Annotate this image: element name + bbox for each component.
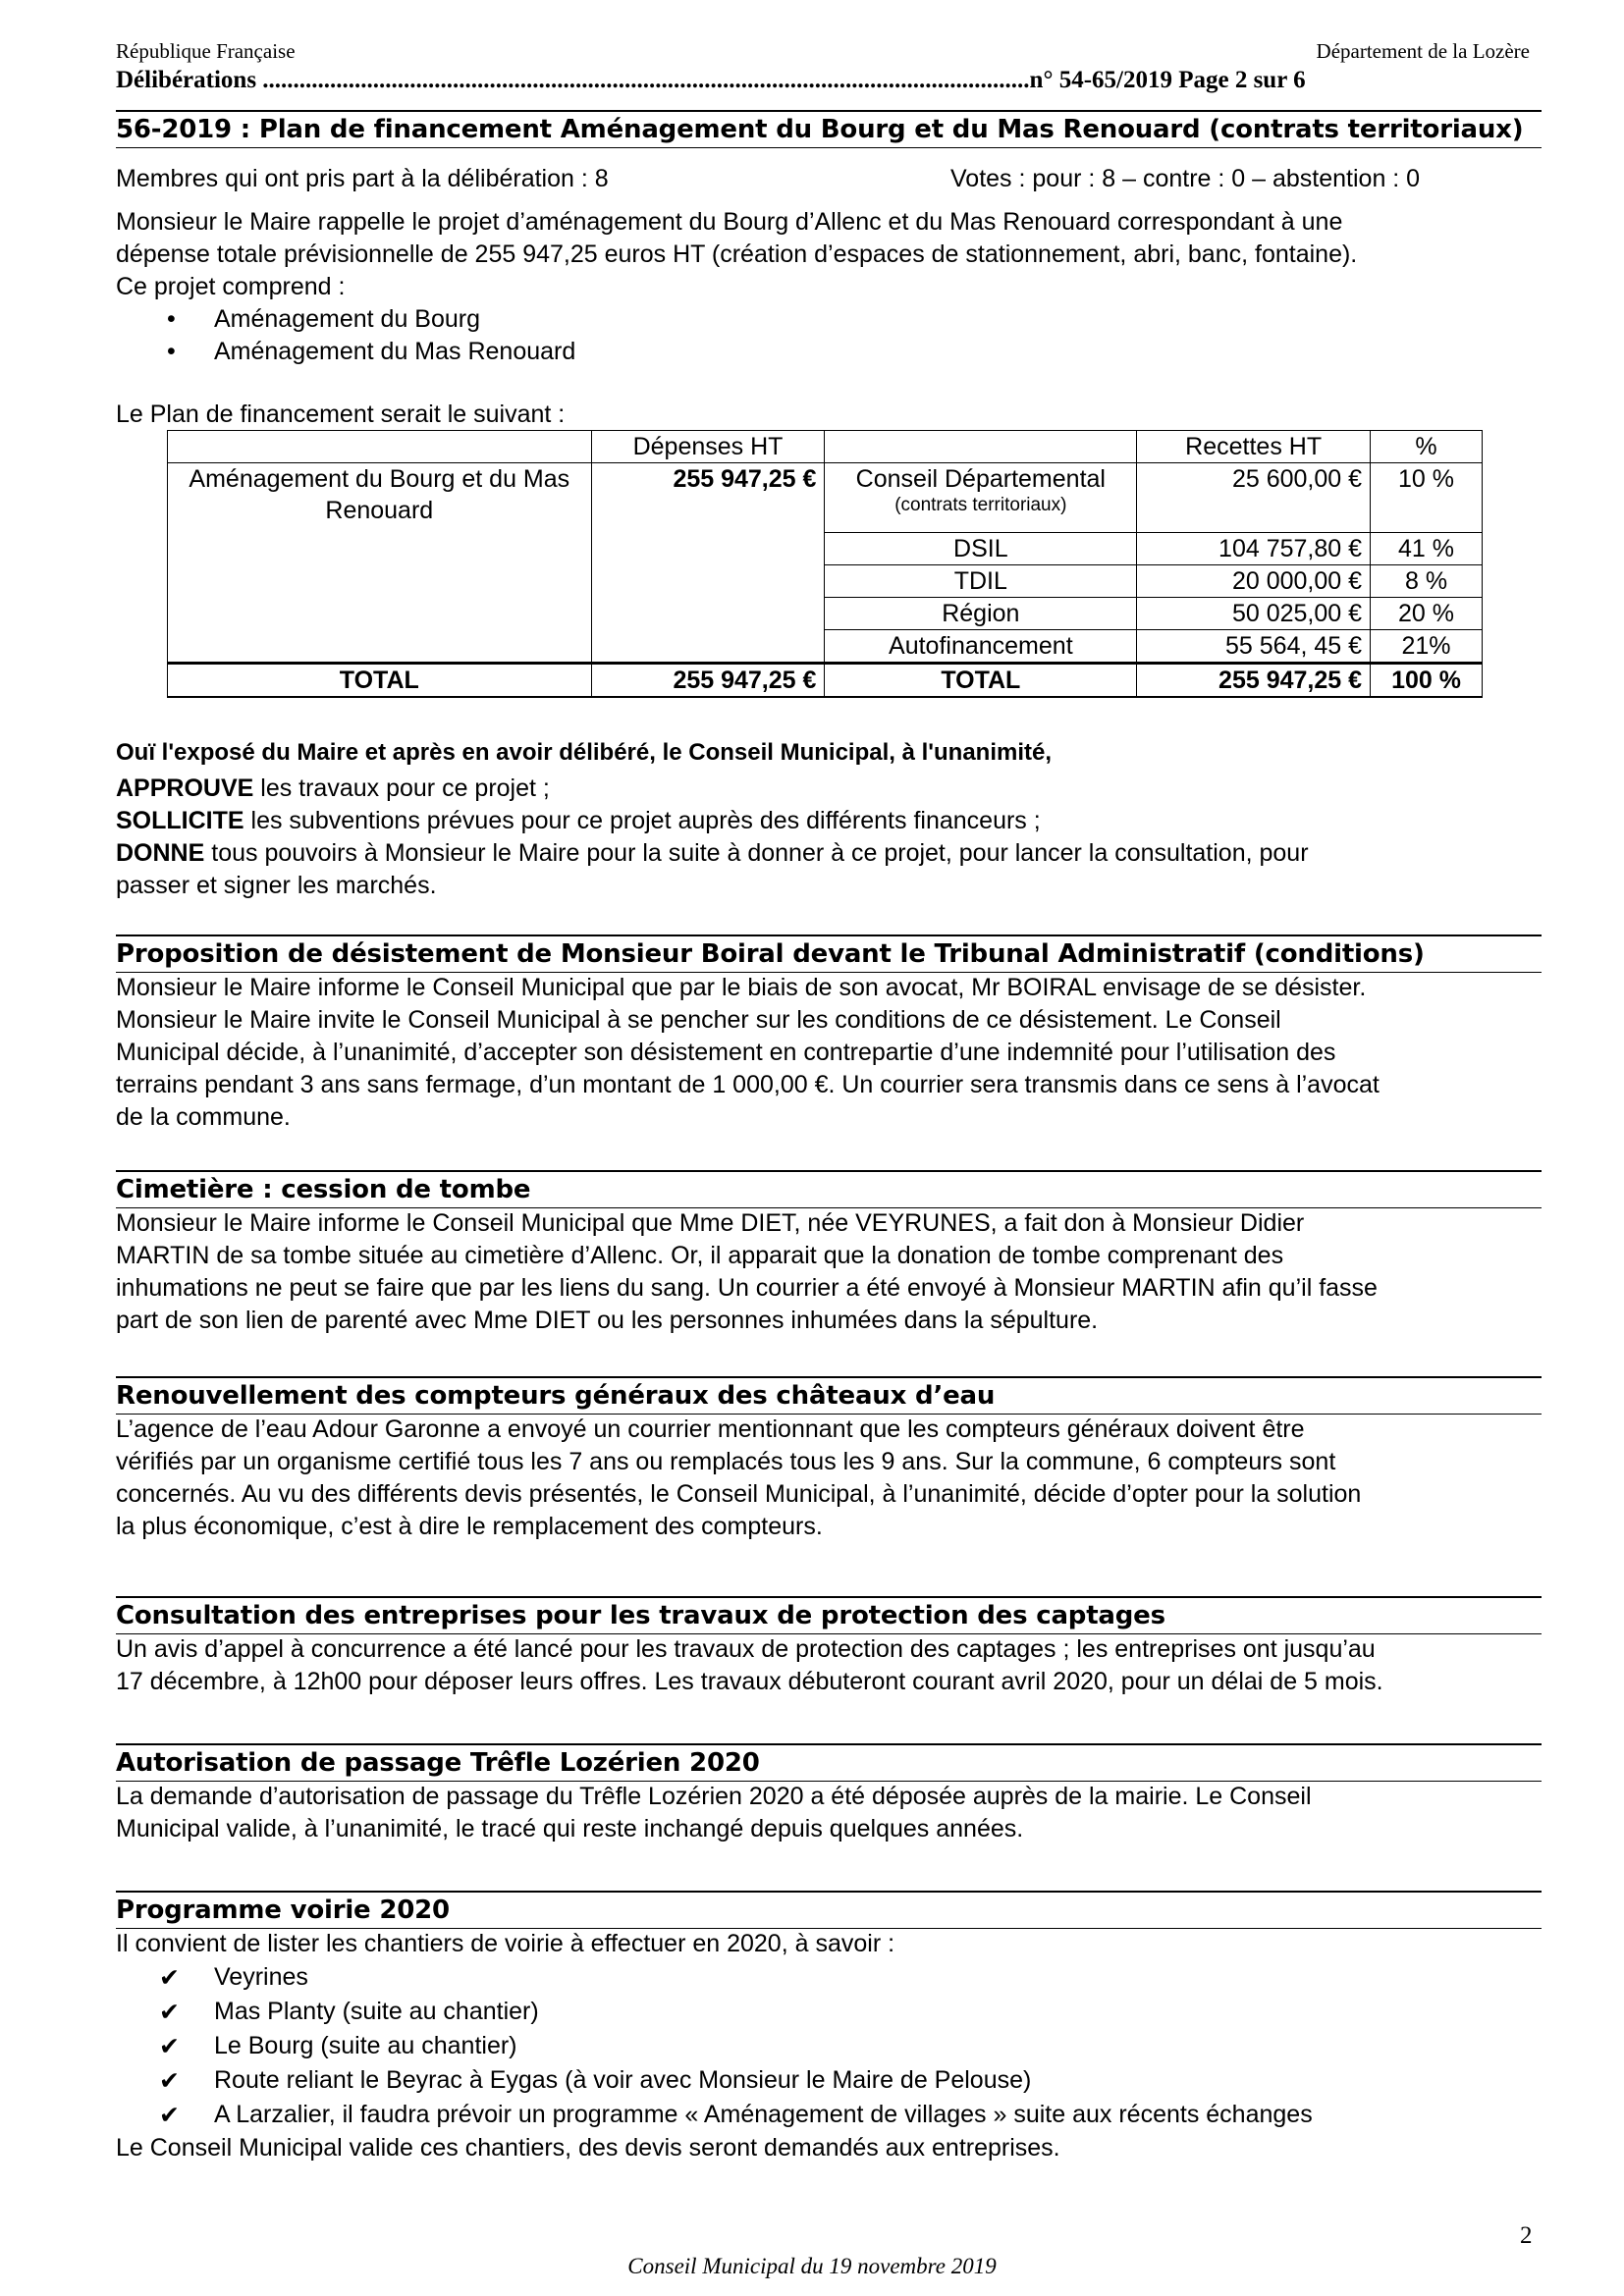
- check-icon: ✔: [159, 2101, 180, 2129]
- text-line: MARTIN de sa tombe située au cimetière d’Allenc. Or, il apparait que la donation de tombe comprenant des: [116, 1242, 1284, 1269]
- check-icon: ✔: [159, 1998, 180, 2026]
- text-line: Le Conseil Municipal valide ces chantiers, des devis seront demandés aux entreprises.: [116, 2134, 1060, 2162]
- check-icon: ✔: [159, 1963, 180, 1992]
- revenue-pct: 41 %: [1371, 533, 1483, 565]
- text-line: Un avis d’appel à concurrence a été lancé pour les travaux de protection des captages ; les entreprises ont jusqu’au: [116, 1635, 1376, 1663]
- text-line: passer et signer les marchés.: [116, 872, 437, 899]
- list-item: ✔ Le Bourg (suite au chantier): [116, 2029, 1542, 2063]
- table-total-row: [168, 664, 1483, 698]
- check-icon: ✔: [159, 2066, 180, 2095]
- list-item: ✔ Mas Planty (suite au chantier): [116, 1995, 1542, 2029]
- revenue-source: Autofinancement: [825, 630, 1137, 664]
- decision-solicit: SOLLICITE les subventions prévues pour ce projet auprès des différents financeurs ;: [116, 807, 1041, 834]
- decision-approve: APPROUVE les travaux pour ce projet ;: [116, 774, 550, 802]
- bullet-icon: •: [167, 338, 176, 365]
- section-title-voirie: Programme voirie 2020: [116, 1891, 1542, 1929]
- text-line: Monsieur le Maire informe le Conseil Municipal que Mme DIET, née VEYRUNES, a fait don à Monsieur Didier: [116, 1209, 1305, 1237]
- check-icon: ✔: [159, 2032, 180, 2060]
- members-count: Membres qui ont pris part à la délibération : 8: [116, 165, 609, 192]
- total-label: TOTAL: [168, 664, 592, 698]
- captages-paragraph: [116, 1633, 1542, 1698]
- revenue-pct: 21%: [1371, 630, 1483, 664]
- revenue-source: Conseil Départemental (contrats territoriaux): [825, 463, 1137, 533]
- text-line: Ce projet comprend :: [116, 273, 346, 300]
- revenue-source: TDIL: [825, 565, 1137, 598]
- total-expense: 255 947,25 €: [591, 664, 825, 698]
- voirie-paragraph: [116, 1928, 1542, 2164]
- text-line: de la commune.: [116, 1103, 291, 1131]
- header-department: Département de la Lozère: [1316, 39, 1530, 63]
- text-line: Monsieur le Maire invite le Conseil Municipal à se pencher sur les conditions de ce désistement. Le Conseil: [116, 1006, 1281, 1034]
- revenue-amount: 25 600,00 €: [1137, 463, 1371, 533]
- text-line: L’agence de l’eau Adour Garonne a envoyé un courrier mentionnant que les compteurs généraux doivent être: [116, 1415, 1305, 1443]
- section-title-desistement: Proposition de désistement de Monsieur Boiral devant le Tribunal Administratif (conditions): [116, 934, 1542, 973]
- text-line: terrains pendant 3 ans sans fermage, d’un montant de 1 000,00 €. Un courrier sera transmis dans ce sens à l’avocat: [116, 1071, 1380, 1098]
- votes-summary: Votes : pour : 8 – contre : 0 – abstention : 0: [950, 165, 1421, 192]
- list-item: ✔ Route reliant le Beyrac à Eygas (à voir avec Monsieur le Maire de Pelouse): [116, 2063, 1542, 2098]
- revenue-pct: 20 %: [1371, 598, 1483, 630]
- revenue-source: DSIL: [825, 533, 1137, 565]
- revenue-pct: 10 %: [1371, 463, 1483, 533]
- text-line: dépense totale prévisionnelle de 255 947,25 euros HT (création d’espaces de stationnement, abri, banc, fontaine).: [116, 240, 1358, 268]
- project-amount: 255 947,25 €: [591, 463, 825, 664]
- text-line: La demande d’autorisation de passage du Trêfle Lozérien 2020 a été déposée auprès de la mairie. Le Conseil: [116, 1783, 1312, 1810]
- section-title-compteurs: Renouvellement des compteurs généraux des châteaux d’eau: [116, 1376, 1542, 1415]
- text-line: concernés. Au vu des différents devis présentés, le Conseil Municipal, à l’unanimité, décide d’opter pour la solution: [116, 1480, 1362, 1508]
- table-header: [168, 431, 592, 463]
- desistement-paragraph: [116, 972, 1542, 1134]
- text-line: Municipal valide, à l’unanimité, le tracé qui reste inchangé depuis quelques années.: [116, 1815, 1024, 1842]
- text-line: 17 décembre, à 12h00 pour déposer leurs offres. Les travaux débuteront courant avril 2020, pour un délai de 5 mois.: [116, 1668, 1383, 1695]
- project-label: Aménagement du Bourg et du Mas Renouard: [168, 463, 592, 664]
- list-item: • Aménagement du Bourg: [116, 303, 1542, 336]
- revenue-pct: 8 %: [1371, 565, 1483, 598]
- decision-intro: Ouï l'exposé du Maire et après en avoir délibéré, le Conseil Municipal, à l'unanimité,: [116, 739, 1053, 766]
- table-header: Recettes HT: [1137, 431, 1371, 463]
- source-note: (contrats territoriaux): [894, 495, 1067, 515]
- plan-intro: Le Plan de financement serait le suivant :: [116, 400, 566, 428]
- table-header-row: [168, 431, 1483, 463]
- header-deliberations: Délibérations .............................................................................................................................n° 54-65/2019 Page 2 sur 6: [116, 67, 1306, 93]
- page-footer: Conseil Municipal du 19 novembre 2019: [627, 2254, 997, 2278]
- revenue-source: Région: [825, 598, 1137, 630]
- list-item: ✔ Veyrines: [116, 1960, 1542, 1995]
- table-header: [825, 431, 1137, 463]
- text-line: la plus économique, c’est à dire le remplacement des compteurs.: [116, 1513, 823, 1540]
- text-line: Municipal décide, à l’unanimité, d’accepter son désistement en contrepartie d’une indemnité pour l’utilisation des: [116, 1039, 1336, 1066]
- total-revenue: 255 947,25 €: [1137, 664, 1371, 698]
- cimetiere-paragraph: [116, 1207, 1542, 1337]
- revenue-amount: 104 757,80 €: [1137, 533, 1371, 565]
- trefle-paragraph: [116, 1781, 1542, 1845]
- total-label-revenue: TOTAL: [825, 664, 1137, 698]
- list-item: ✔ A Larzalier, il faudra prévoir un programme « Aménagement de villages » suite aux récents échanges: [116, 2098, 1542, 2132]
- decision-block: [116, 736, 1542, 902]
- header-country: République Française: [116, 39, 296, 63]
- section-title-trefle: Autorisation de passage Trêfle Lozérien 2020: [116, 1743, 1542, 1782]
- decision-give-powers: DONNE tous pouvoirs à Monsieur le Maire pour la suite à donner à ce projet, pour lancer la consultation, pour: [116, 839, 1309, 867]
- text-line: Il convient de lister les chantiers de voirie à effectuer en 2020, à savoir :: [116, 1930, 895, 1957]
- compteurs-paragraph: [116, 1414, 1542, 1543]
- text-line: Monsieur le Maire rappelle le projet d’aménagement du Bourg d’Allenc et du Mas Renouard correspondant à une: [116, 208, 1343, 236]
- revenue-amount: 20 000,00 €: [1137, 565, 1371, 598]
- revenue-amount: 55 564, 45 €: [1137, 630, 1371, 664]
- revenue-amount: 50 025,00 €: [1137, 598, 1371, 630]
- section-title-cimetiere: Cimetière : cession de tombe: [116, 1170, 1542, 1208]
- table-header: %: [1371, 431, 1483, 463]
- voirie-list: [116, 1960, 1542, 2132]
- financing-table: [167, 430, 1483, 698]
- bullet-icon: •: [167, 305, 176, 333]
- text-line: part de son lien de parenté avec Mme DIET ou les personnes inhumées dans la sépulture.: [116, 1307, 1099, 1334]
- page-number: 2: [1520, 2222, 1533, 2249]
- text-line: Monsieur le Maire informe le Conseil Municipal que par le biais de son avocat, Mr BOIRAL envisage de se désister.: [116, 974, 1367, 1001]
- text-line: inhumations ne peut se faire que par les liens du sang. Un courrier a été envoyé à Monsieur MARTIN afin qu’il fasse: [116, 1274, 1378, 1302]
- project-list: [116, 303, 1542, 368]
- text-line: vérifiés par un organisme certifié tous les 7 ans ou remplacés tous les 9 ans. Sur la commune, 6 compteurs sont: [116, 1448, 1336, 1475]
- list-item: • Aménagement du Mas Renouard: [116, 336, 1542, 368]
- total-pct: 100 %: [1371, 664, 1483, 698]
- table-row: [168, 463, 1483, 533]
- table-header: Dépenses HT: [591, 431, 825, 463]
- section-title-captages: Consultation des entreprises pour les travaux de protection des captages: [116, 1596, 1542, 1634]
- intro-paragraph: [116, 206, 1542, 368]
- section-title-plan-financement: 56-2019 : Plan de financement Aménagement du Bourg et du Mas Renouard (contrats territoriaux): [116, 110, 1542, 148]
